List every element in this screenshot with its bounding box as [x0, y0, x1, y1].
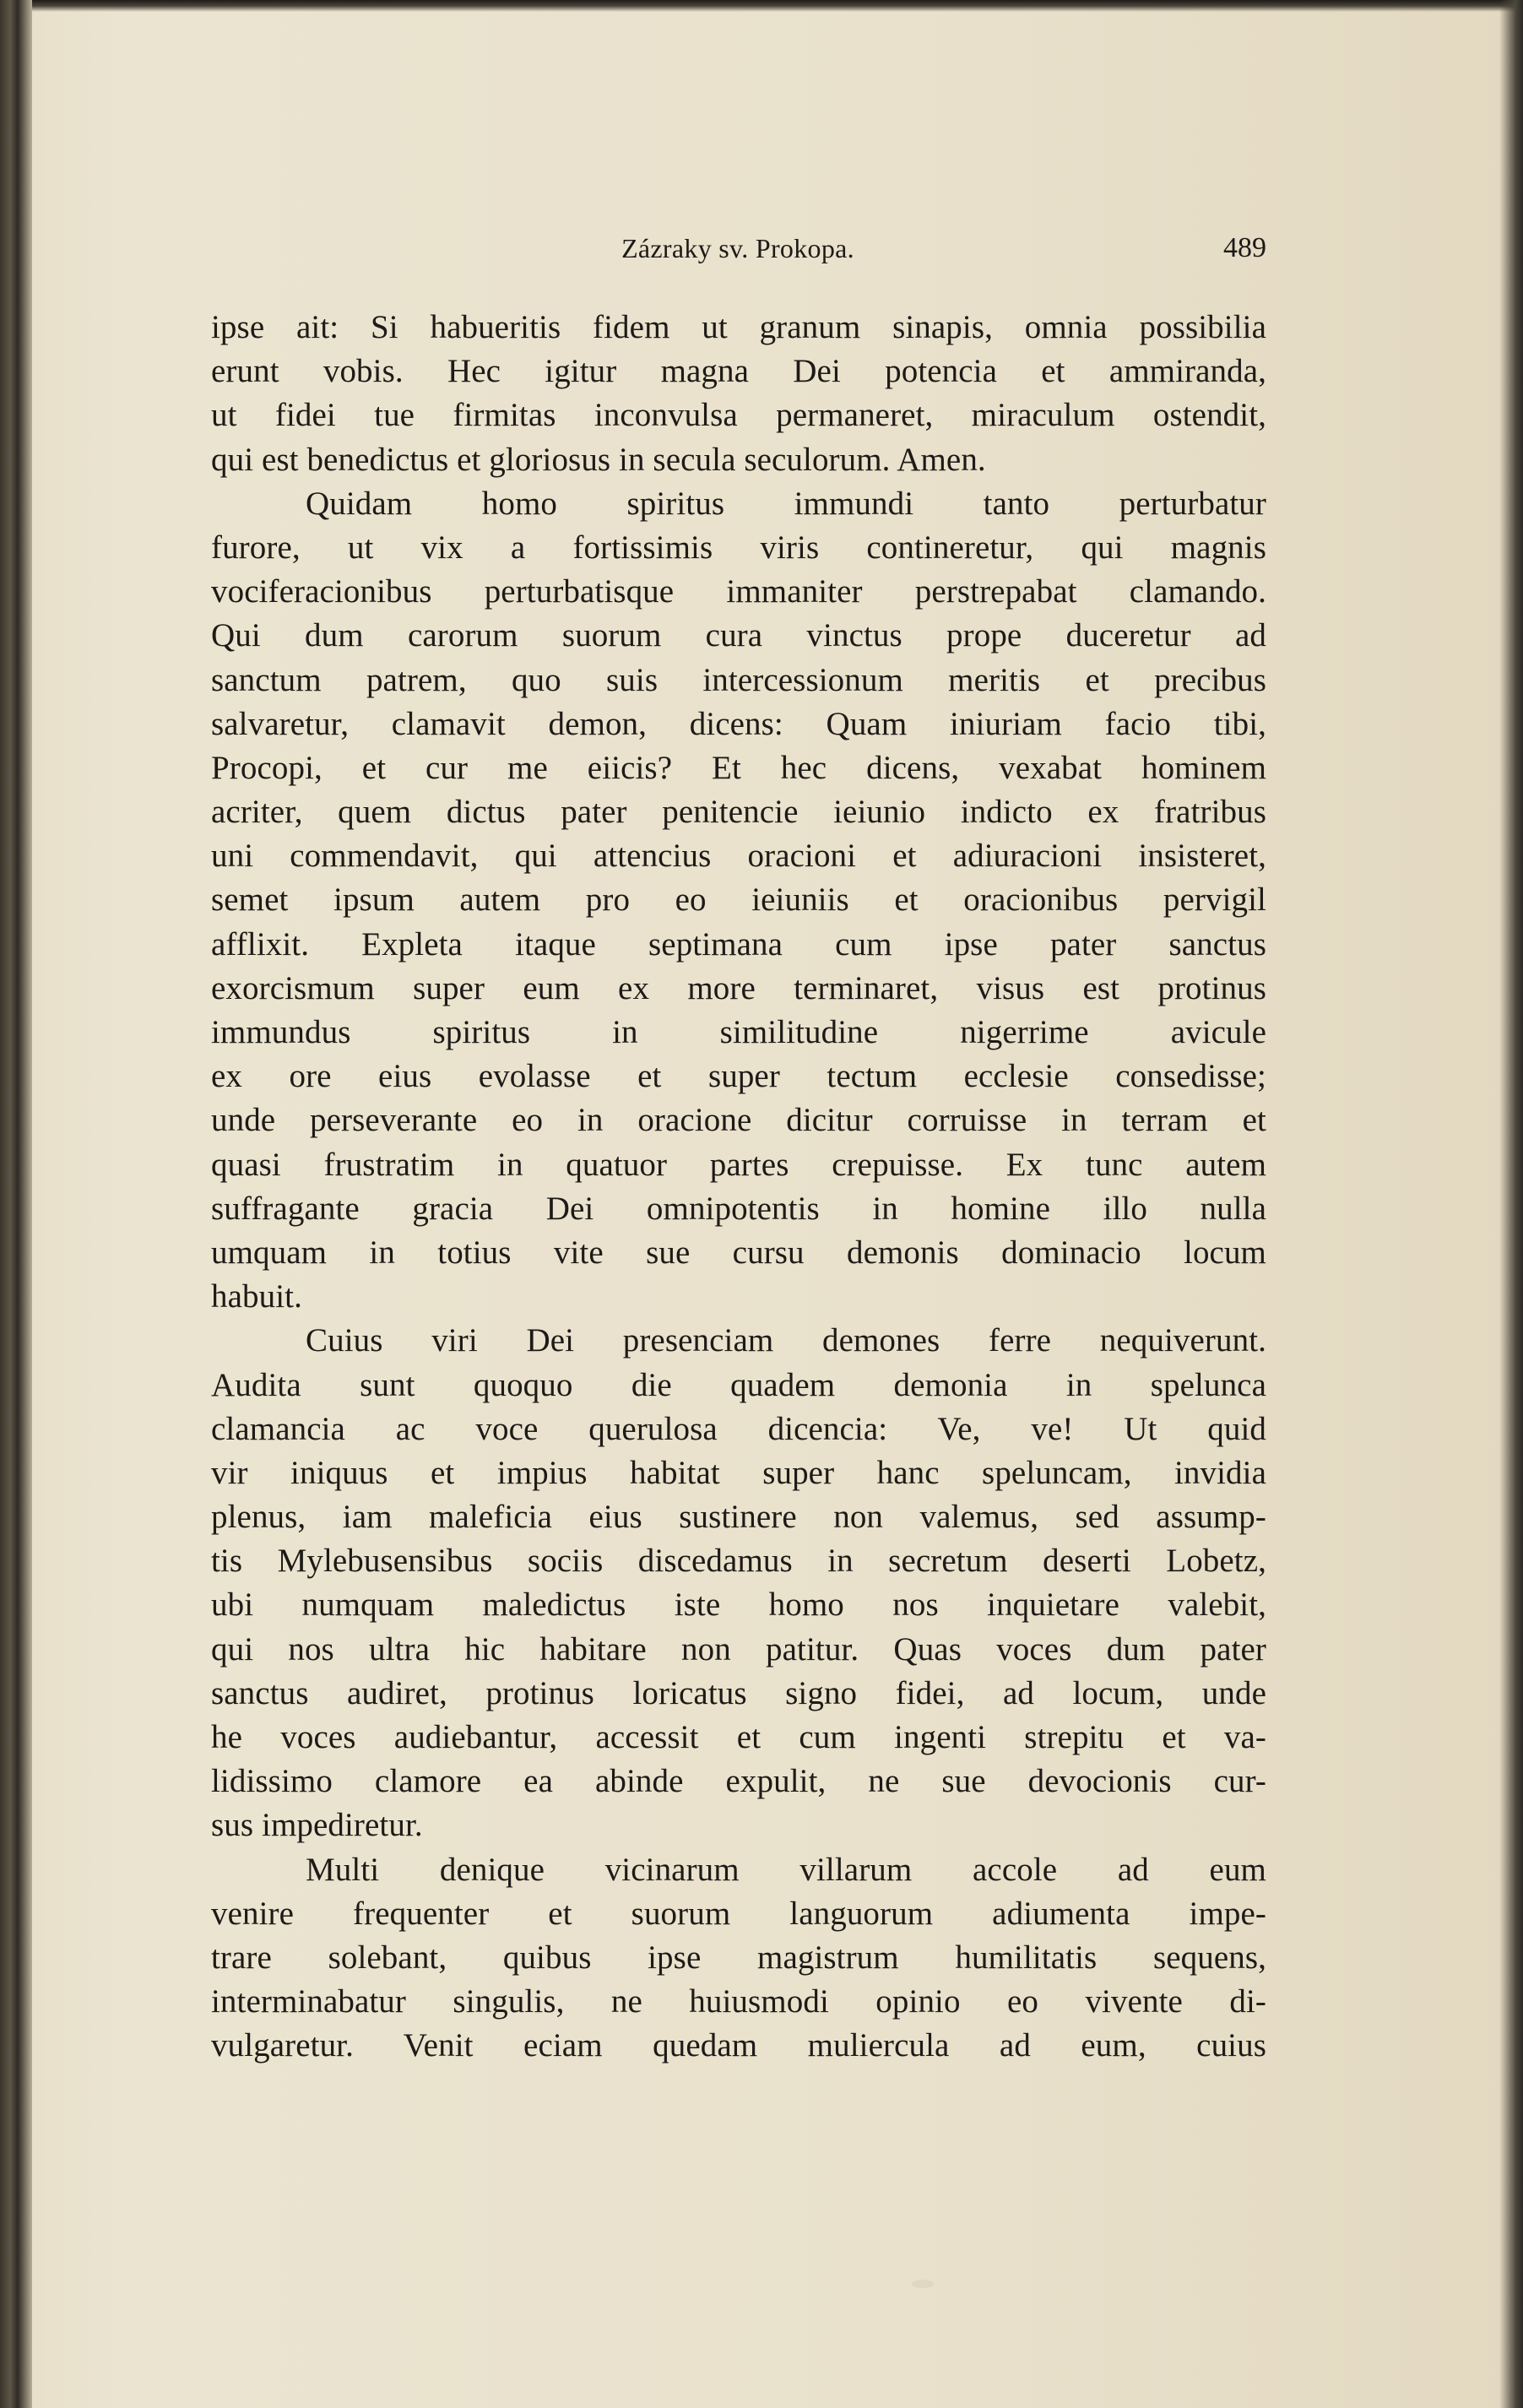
- text-line: plenus, iam maleficia eius sustinere non valemus, sed assump-: [211, 1499, 1266, 1536]
- text-line: quasi frustratim in quatuor partes crepuisse. Ex tunc autem: [211, 1146, 1266, 1183]
- text-line: trare solebant, quibus ipse magistrum humilitatis sequens,: [211, 1939, 1266, 1976]
- text-line: ex ore eius evolasse et super tectum ecclesie consedisse;: [211, 1058, 1266, 1095]
- text-line: clamancia ac voce querulosa dicencia: Ve, ve! Ut quid: [211, 1410, 1266, 1447]
- page-top-shadow: [32, 0, 1523, 12]
- text-line: qui nos ultra hic habitare non patitur. Quas voces dum pater: [211, 1630, 1266, 1668]
- paper-stain: [912, 2280, 934, 2288]
- text-line: tis Mylebusensibus sociis discedamus in secretum deserti Lobetz,: [211, 1543, 1266, 1580]
- text-line: ubi numquam maledictus iste homo nos inquietare valebit,: [211, 1586, 1266, 1624]
- text-line: sanctum patrem, quo suis intercessionum meritis et precibus: [211, 661, 1266, 698]
- text-line: erunt vobis. Hec igitur magna Dei potencia et ammiranda,: [211, 353, 1266, 390]
- text-line: furore, ut vix a fortissimis viris contineretur, qui magnis: [211, 529, 1266, 566]
- main-text: [211, 306, 1266, 2069]
- text-line: umquam in totius vite sue cursu demonis dominacio locum: [211, 1234, 1266, 1271]
- text-line: uni commendavit, qui attencius oracioni et adiuracioni insisteret,: [211, 838, 1266, 875]
- text-line: Qui dum carorum suorum cura vinctus prope duceretur ad: [211, 617, 1266, 654]
- text-line: qui est benedictus et gloriosus in secula seculorum. Amen.: [211, 441, 986, 478]
- text-line: ipse ait: Si habueritis fidem ut granum sinapis, omnia possibilia: [211, 309, 1266, 345]
- text-line: habuit.: [211, 1278, 302, 1315]
- text-line: Quidam homo spiritus immundi tanto perturbatur: [306, 485, 1266, 522]
- text-line: acriter, quem dictus pater penitencie ieiunio indicto ex fratribus: [211, 794, 1266, 831]
- text-line: suffragante gracia Dei omnipotentis in homine illo nulla: [211, 1190, 1266, 1227]
- text-line: exorcismum super eum ex more terminaret, visus est protinus: [211, 969, 1266, 1006]
- text-line: afflixit. Expleta itaque septimana cum ipse pater sanctus: [211, 925, 1266, 963]
- book-binding-edge: [0, 0, 32, 2408]
- text-line: vir iniquus et impius habitat super hanc speluncam, invidia: [211, 1454, 1266, 1491]
- page-right-shadow: [1499, 0, 1523, 2408]
- text-line: sus impediretur.: [211, 1807, 423, 1844]
- text-line: interminabatur singulis, ne huiusmodi opinio eo vivente di-: [211, 1983, 1266, 2020]
- text-line: Cuius viri Dei presenciam demones ferre nequiverunt.: [306, 1322, 1266, 1359]
- text-line: he voces audiebantur, accessit et cum ingenti strepitu et va-: [211, 1719, 1266, 1755]
- text-line: lidissimo clamore ea abinde expulit, ne sue devocionis cur-: [211, 1763, 1266, 1800]
- text-line: unde perseverante eo in oracione dicitur corruisse in terram et: [211, 1102, 1266, 1139]
- text-line: venire frequenter et suorum languorum adiumenta impe-: [211, 1895, 1266, 1932]
- text-line: vociferacionibus perturbatisque immaniter perstrepabat clamando.: [211, 573, 1266, 610]
- text-line: Procopi, et cur me eiicis? Et hec dicens, vexabat hominem: [211, 749, 1266, 786]
- text-line: vulgaretur. Venit eciam quedam muliercula ad eum, cuius: [211, 2027, 1266, 2064]
- text-line: immundus spiritus in similitudine nigerrime avicule: [211, 1014, 1266, 1050]
- running-title: Zázraky sv. Prokopa.: [621, 233, 854, 263]
- text-line: salvaretur, clamavit demon, dicens: Quam iniuriam facio tibi,: [211, 705, 1266, 742]
- text-line: semet ipsum autem pro eo ieiuniis et oracionibus pervigil: [211, 881, 1266, 919]
- text-line: ut fidei tue firmitas inconvulsa permaneret, miraculum ostendit,: [211, 397, 1266, 434]
- text-line: Multi denique vicinarum villarum accole ad eum: [306, 1851, 1266, 1888]
- running-head: [209, 228, 1266, 268]
- text-line: Audita sunt quoquo die quadem demonia in spelunca: [211, 1366, 1266, 1403]
- page-number: 489: [1223, 232, 1266, 263]
- text-line: sanctus audiret, protinus loricatus signo fidei, ad locum, unde: [211, 1674, 1266, 1711]
